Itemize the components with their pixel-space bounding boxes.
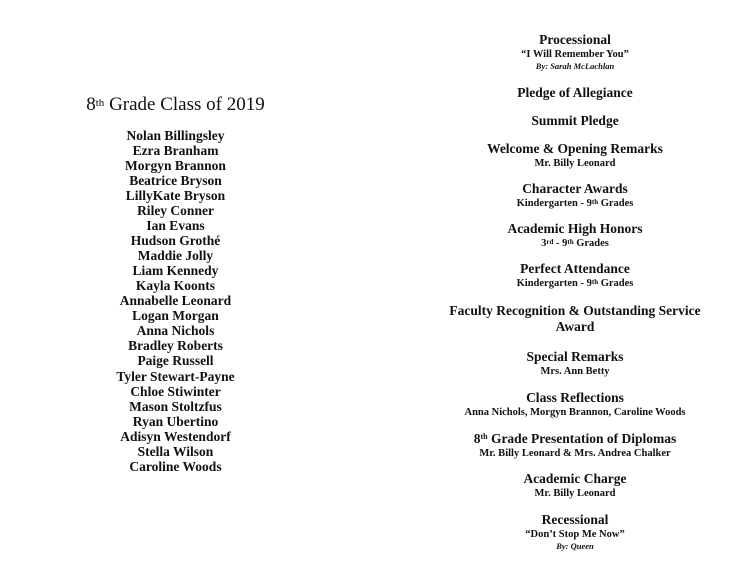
program-item-title: Faculty Recognition & Outstanding Service Award (449, 303, 701, 334)
class-title (38, 92, 313, 118)
student-name: Kayla Koonts (135, 278, 216, 294)
program-item-pledge-allegiance (430, 85, 720, 101)
grade-range-end: Grades (598, 278, 634, 289)
program-item-title-rest: Grade Presentation of Diplomas (487, 431, 677, 446)
class-title-grade: 8 (86, 94, 96, 115)
song-credit: By: Sarah McLachlan (535, 61, 615, 71)
presenter: Mrs. Ann Betty (540, 366, 610, 377)
student-list (38, 128, 313, 474)
student-name: Annabelle Leonard (119, 293, 232, 309)
student-name: Maddie Jolly (137, 248, 214, 264)
program-item-academic-charge (430, 471, 720, 500)
class-title-rest: Grade Class of 2019 (104, 94, 265, 115)
student-name: Caroline Woods (129, 458, 222, 474)
program-item-title: Recessional (541, 512, 609, 527)
class-title-suffix: th (95, 97, 105, 109)
student-name: Adisyn Westendorf (120, 428, 231, 444)
class-roster (38, 92, 313, 474)
student-name: Chloe Stiwinter (130, 383, 221, 399)
grade-suffix: th (591, 198, 599, 206)
grade-number: 8 (473, 431, 481, 446)
program-item-title (430, 431, 720, 447)
student-name: Ian Evans (146, 218, 205, 234)
song-title: “I Will Remember You” (521, 49, 629, 60)
student-name: Riley Conner (137, 203, 214, 219)
program-item-diplomas (430, 431, 720, 460)
program-item-title: Pledge of Allegiance (517, 85, 633, 100)
program-item-title: Welcome & Opening Remarks (487, 141, 663, 156)
song-credit: By: Queen (556, 541, 594, 551)
program-item-title: Academic High Honors (507, 221, 643, 236)
program-item-title: Academic Charge (523, 471, 627, 486)
grade-range-start: Kindergarten - 9 (516, 278, 592, 289)
student-name: Paige Russell (137, 353, 214, 369)
student-name: LillyKate Bryson (125, 188, 226, 204)
program-item-perfect-attendance (430, 261, 720, 290)
song-title: “Don’t Stop Me Now” (525, 529, 625, 540)
program-item-character-awards (430, 181, 720, 210)
grade-suffix: rd (546, 238, 554, 246)
grade-mid: - 9 (553, 238, 568, 249)
student-name: Beatrice Bryson (129, 173, 222, 189)
grade-suffix: th (480, 432, 488, 441)
program-item-special-remarks (430, 349, 720, 378)
program-item-class-reflections (430, 390, 720, 419)
presenter: Mr. Billy Leonard (534, 158, 616, 169)
program-order (430, 32, 720, 551)
student-name: Logan Morgan (132, 308, 219, 324)
grade-suffix: th (567, 238, 574, 246)
presenters: Mr. Billy Leonard & Mrs. Andrea Chalker (479, 448, 671, 459)
program-item-title: Processional (539, 32, 611, 47)
student-name: Morgyn Brannon (125, 158, 226, 174)
grade-suffix: th (591, 278, 599, 286)
student-name: Mason Stoltzfus (129, 398, 222, 414)
grade-range-end: Grades (573, 238, 609, 249)
grade-range-start: Kindergarten - 9 (516, 198, 592, 209)
presenter: Mr. Billy Leonard (534, 488, 616, 499)
presenters: Anna Nichols, Morgyn Brannon, Caroline Woods (464, 407, 686, 418)
program-item-processional (430, 32, 720, 71)
student-name: Tyler Stewart-Payne (116, 368, 235, 384)
program-item-academic-high-honors (430, 221, 720, 250)
program-item-summit-pledge (430, 113, 720, 129)
program-item-title: Perfect Attendance (520, 261, 630, 276)
grade-range (430, 237, 720, 250)
grade-range (430, 197, 720, 210)
program-item-title: Special Remarks (526, 349, 624, 364)
program-item-faculty-recognition (430, 303, 720, 335)
grade-start: 3 (541, 238, 547, 249)
program-item-welcome (430, 141, 720, 170)
program-item-title: Character Awards (522, 181, 628, 196)
program-item-recessional (430, 512, 720, 551)
student-name: Nolan Billingsley (126, 128, 225, 143)
student-name: Anna Nichols (136, 323, 215, 339)
student-name: Hudson Grothé (130, 233, 221, 249)
student-name: Bradley Roberts (128, 338, 223, 354)
student-name: Liam Kennedy (132, 263, 219, 279)
program-item-title: Class Reflections (526, 390, 624, 405)
grade-range (430, 277, 720, 290)
grade-range-end: Grades (598, 198, 634, 209)
program-item-title: Summit Pledge (531, 113, 619, 128)
student-name: Stella Wilson (137, 443, 214, 459)
student-name: Ezra Branham (132, 143, 219, 159)
student-name: Ryan Ubertino (132, 413, 219, 429)
